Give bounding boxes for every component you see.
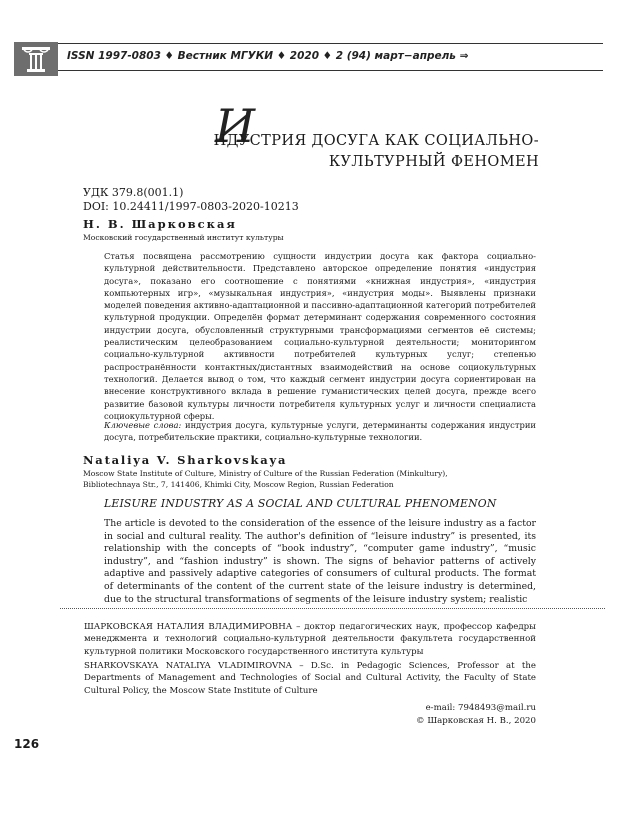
author-affiliation-en-line1: Moscow State Institute of Culture, Ministry of Culture of the Russian Federation (Minkultury), [83,469,448,478]
journal-logo [14,42,58,76]
author-name-ru: Н. В. Шарковская [83,217,237,231]
journal-header: ISSN 1997-0803 ♦ Вестник МГУКИ ♦ 2020 ♦ 2 (94) март−апрель ⇒ [67,50,469,62]
keywords-text: индустрия досуга, культурные услуги, детерминанты содержания индустрии досуга, потребительские практики, социально-культурные технологии. [104,420,537,443]
abstract-ru: Статья посвящена рассмотрению сущности индустрии досуга как фактора социально-культурной действительности. Представлено авторское определение понятия «индустрия досуга», показано его соотношение с понятиями «книжная индустрия», «индустрия компьютерных игр», «музыкальная индустрия», «индустрия моды». Выявлены признаки моделей поведения активно-адаптационной и пассивно-адаптационной категорий потребителей культурной продукции. Определён формат детерминант содержания современного состояния индустрии досуга, обусловленный структурными трансформациями сегментов её системы; реалистическим целеобразованием социально-культурной деятельности; мониторингом социально-культурной активности потребителей культурных услуг; степенью распространённости контактных/дистантных взаимодействий на основе социокультурных технологий. Делается вывод о том, что каждый сегмент индустрии досуга сориентирован на внесение конструктивного вклада в решение гуманистических целей досуга, прежде всего развитие базовой культуры личности потребителя культурных услуг и личности специалиста социокультурной сферы. [104,251,536,421]
article-title-en: LEISURE INDUSTRY AS A SOCIAL AND CULTURAL PHENOMENON [104,497,497,510]
keywords-label: Ключевые слова: [104,420,182,430]
author-email: e-mail: 7948493@mail.ru [425,703,536,713]
keywords-ru [104,419,536,444]
doi: DOI: 10.24411/1997-0803-2020-10213 [83,200,299,213]
copyright: © Шарковская Н. В., 2020 [416,716,536,726]
udc-code: УДК 379.8(001.1) [83,186,184,199]
author-bio-ru: ШАРКОВСКАЯ НАТАЛИЯ ВЛАДИМИРОВНА – доктор педагогических наук, профессор кафедры менеджмента и технологий социально-культурной деятельности факультета государственной культурной политики Московского государственного института культуры [84,622,536,657]
author-affiliation-en-line2: Bibliotechnaya Str., 7, 141406, Khimki City, Moscow Region, Russian Federation [83,480,394,489]
abstract-en: The article is devoted to the consideration of the essence of the leisure industry as a factor in social and cultural reality. The author's definition of “leisure industry” is presented, its relationship with the concepts of “book industry”, “computer game industry”, “music industry”, and “fashion industry” is shown. The signs of behavior patterns of actively adaptive and passively adaptive categories of consumers of cultural products. The format of determinants of the content of the current state of the leisure industry is determined, due to the structural transformations of segments of the leisure industry system; realistic [104,518,536,605]
author-bio-en: SHARKOVSKAYA NATALIYA VLADIMIROVNA – D.Sc. in Pedagogic Sciences, Professor at the Departments of Management and Technologies of Social and Cultural Activity, the Faculty of State Cultural Policy, the Moscow State Institute of Culture [84,661,536,696]
author-name-en: Nataliya V. Sharkovskaya [83,453,288,467]
title-initial-letter: И [215,99,256,153]
author-affiliation-ru: Московский государственный институт культуры [83,233,284,242]
column-icon [20,45,52,73]
page-number: 126 [14,737,40,751]
article-title-line2: КУЛЬТУРНЫЙ ФЕНОМЕН [328,154,539,170]
article-title-line1: НДУСТРИЯ ДОСУГА КАК СОЦИАЛЬНО- [213,133,539,149]
footnote-divider [60,608,605,609]
